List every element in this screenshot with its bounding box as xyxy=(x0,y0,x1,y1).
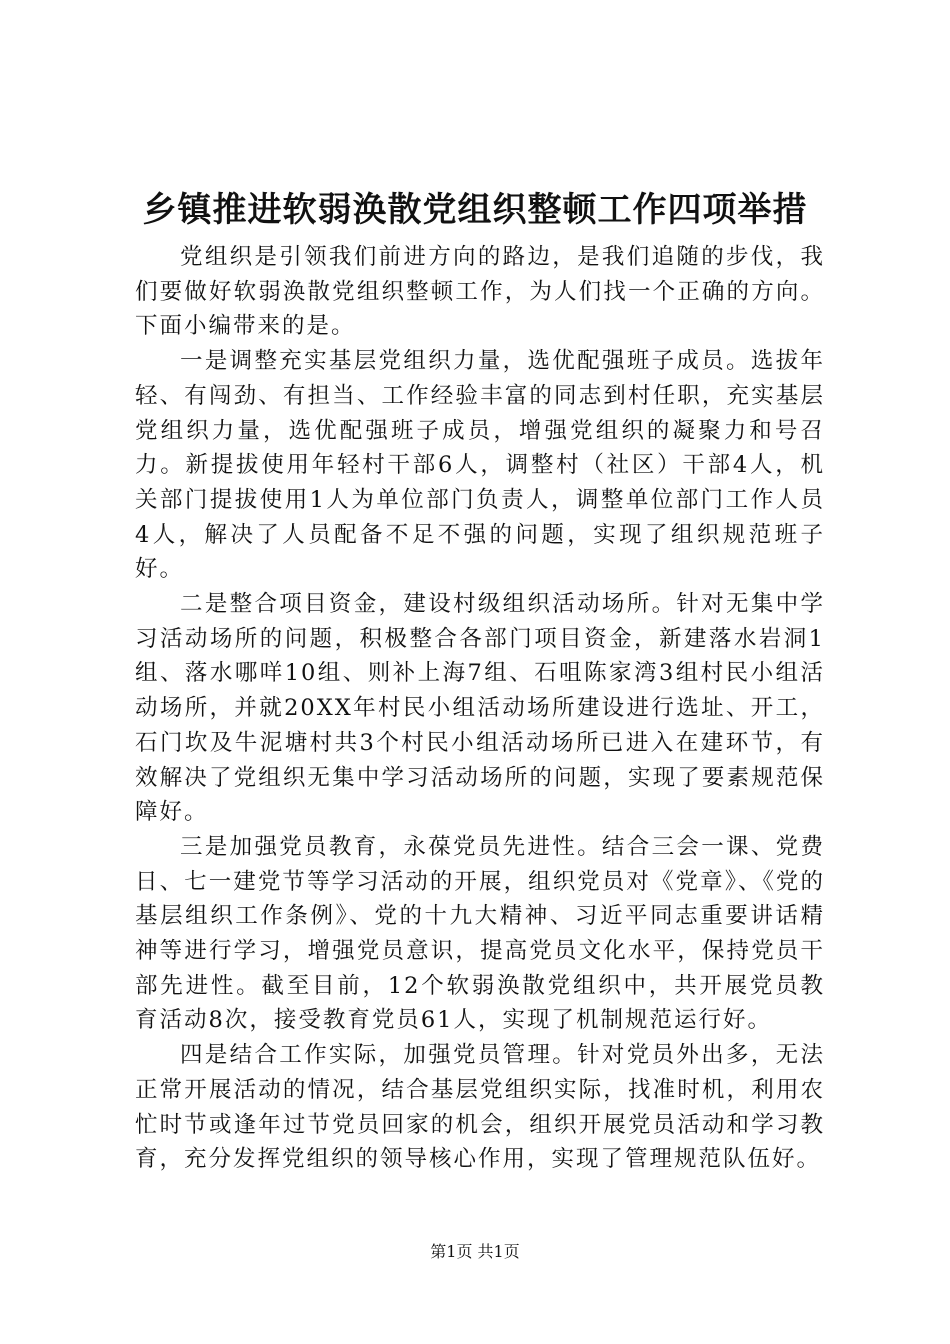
paragraph-measure-3: 三是加强党员教育，永葆党员先进性。结合三会一课、党费日、七一建党节等学习活动的开展，组织党员对《党章》、《党的基层组织工作条例》、党的十九大精神、习近平同志重要讲话精神等进行学习，增强党员意识，提高党员文化水平，保持党员干部先进性。截至目前，12个软弱涣散党组织中，共开展党员教育活动8次，接受教育党员61人，实现了机制规范运行好。 xyxy=(135,833,825,1034)
document-title: 乡镇推进软弱涣散党组织整顿工作四项举措 xyxy=(142,190,808,230)
paragraph-measure-2: 二是整合项目资金，建设村级组织活动场所。针对无集中学习活动场所的问题，积极整合各部门项目资金，新建落水岩洞1组、落水哪咩10组、则补上海7组、石咀陈家湾3组村民小组活动场所，并就20XX年村民小组活动场所建设进行选址、开工，石门坎及牛泥塘村共3个村民小组活动场所已进入在建环节，有效解决了党组织无集中学习活动场所的问题，实现了要素规范保障好。 xyxy=(135,591,825,826)
paragraph-intro: 党组织是引领我们前进方向的路边，是我们追随的步伐，我们要做好软弱涣散党组织整顿工作，为人们找一个正确的方向。下面小编带来的是。 xyxy=(135,244,825,340)
page-number-footer: 第1页 共1页 xyxy=(430,1242,520,1261)
paragraph-measure-4: 四是结合工作实际，加强党员管理。针对党员外出多，无法正常开展活动的情况，结合基层党组织实际，找准时机，利用农忙时节或逢年过节党员回家的机会，组织开展党员活动和学习教育，充分发挥党组织的领导核心作用，实现了管理规范队伍好。 xyxy=(135,1042,825,1173)
paragraph-measure-1: 一是调整充实基层党组织力量，选优配强班子成员。选拔年轻、有闯劲、有担当、工作经验丰富的同志到村任职，充实基层党组织力量，选优配强班子成员，增强党组织的凝聚力和号召力。新提拔使用年轻村干部6人，调整村（社区）干部4人，机关部门提拔使用1人为单位部门负责人，调整单位部门工作人员4人，解决了人员配备不足不强的问题，实现了组织规范班子好。 xyxy=(135,348,825,583)
document-body xyxy=(135,240,825,1177)
